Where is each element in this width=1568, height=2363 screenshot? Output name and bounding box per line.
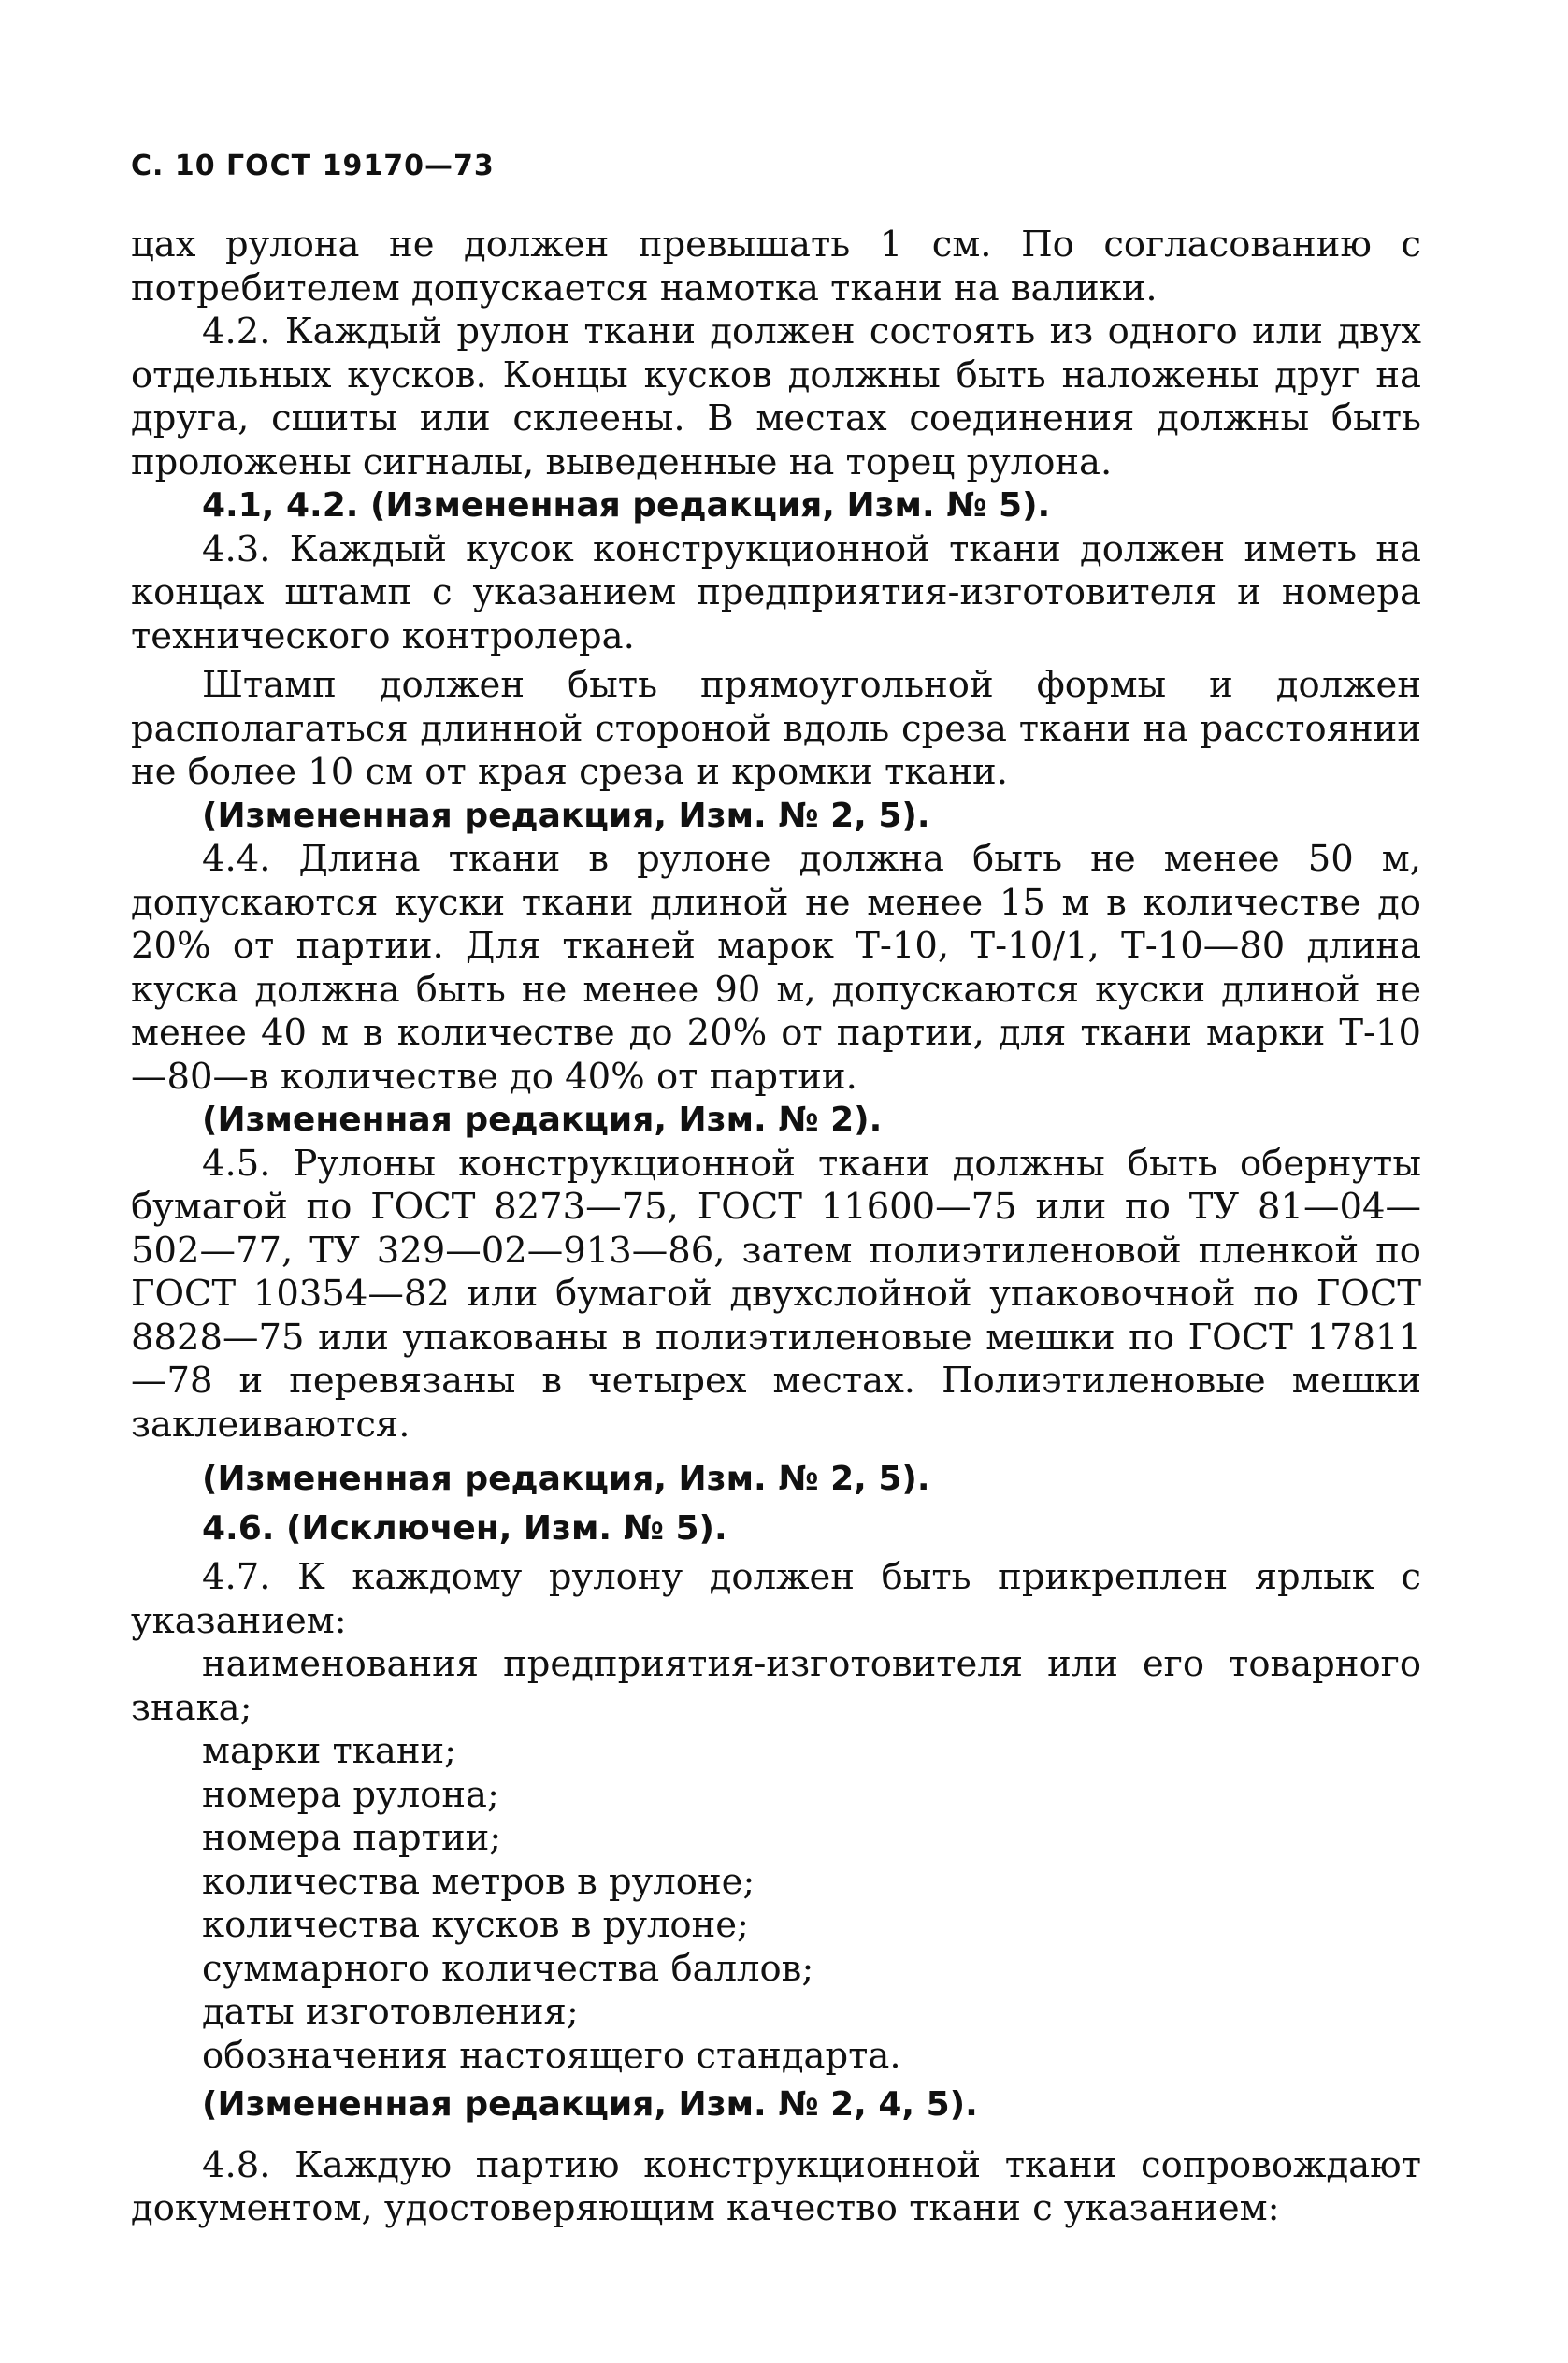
clause-4-4: 4.4. Длина ткани в рулоне должна быть не менее 50 м, допускаются куски ткани длиной не менее 15 м в количестве до 20% от партии. Для тканей марок Т-10, Т-10/1, Т-10—80 длина куска должна быть не менее 90 м, допускаются куски длиной не менее 40 м в количестве до 20% от партии, для ткани марки Т-10—80—в количестве до 40% от партии.: [131, 838, 1421, 1098]
amendment-note: (Измененная редакция, Изм. № 2, 5).: [202, 1460, 930, 1498]
clause-4-7: 4.7. К каждому рулону должен быть прикреплен ярлык с указанием:: [131, 1556, 1421, 1642]
document-page: [131, 150, 1421, 2231]
label-list-item: номера рулона;: [202, 1773, 499, 1816]
label-list-item: марки ткани;: [202, 1730, 457, 1772]
clause-4-3: 4.3. Каждый кусок конструкционной ткани должен иметь на концах штамп с указанием предприятия-изготовителя и номера технического контролера.: [131, 527, 1421, 657]
amendment-note: 4.1, 4.2. (Измененная редакция, Изм. № 5).: [202, 486, 1051, 525]
label-list-item: обозначения настоящего стандарта.: [202, 2034, 901, 2077]
amendment-note: (Измененная редакция, Изм. № 2, 4, 5).: [202, 2085, 978, 2124]
label-list-item: номера партии;: [202, 1817, 502, 1859]
clause-4-8: 4.8. Каждую партию конструкционной ткани сопровождают документом, удостоверяющим качество ткани с указанием:: [131, 2143, 1421, 2229]
label-list-item: количества метров в рулоне;: [202, 1860, 755, 1903]
amendment-note: (Измененная редакция, Изм. № 2).: [202, 1101, 883, 1139]
label-item-manufacturer: наименования предприятия-изготовителя или его товарного знака;: [131, 1643, 1421, 1729]
label-list-item: даты изготовления;: [202, 1991, 579, 2033]
page-header: С. 10 ГОСТ 19170—73: [131, 150, 495, 182]
clause-4-3-stamp: Штамп должен быть прямоугольной формы и должен располагаться длинной стороной вдоль среза ткани на расстоянии не более 10 см от края среза и кромки ткани.: [131, 664, 1421, 793]
amendment-note: (Измененная редакция, Изм. № 2, 5).: [202, 796, 930, 835]
paragraph-continuation: цах рулона не должен превышать 1 см. По согласованию с потребителем допускается намотка ткани на валики.: [131, 223, 1421, 310]
document-body: [131, 223, 1421, 2231]
label-list-item: количества кусков в рулоне;: [202, 1904, 750, 1946]
clause-4-5: 4.5. Рулоны конструкционной ткани должны быть обернуты бумагой по ГОСТ 8273—75, ГОСТ 11600—75 или по ТУ 81—04—502—77, ТУ 329—02—913—86, затем полиэтиленовой пленкой по ГОСТ 10354—82 или бумагой двухслойной упаковочной по ГОСТ 8828—75 или упакованы в полиэтиленовые мешки по ГОСТ 17811—78 и перевязаны в четырех местах. Полиэтиленовые мешки заклеиваются.: [131, 1142, 1421, 1446]
clause-4-6: 4.6. (Исключен, Изм. № 5).: [202, 1508, 727, 1548]
label-list-item: суммарного количества баллов;: [202, 1947, 814, 1990]
clause-4-2: 4.2. Каждый рулон ткани должен состоять из одного или двух отдельных кусков. Концы кусков должны быть наложены друг на друга, сшиты или склеены. В местах соединения должны быть проложены сигналы, выведенные на торец рулона.: [131, 310, 1421, 483]
